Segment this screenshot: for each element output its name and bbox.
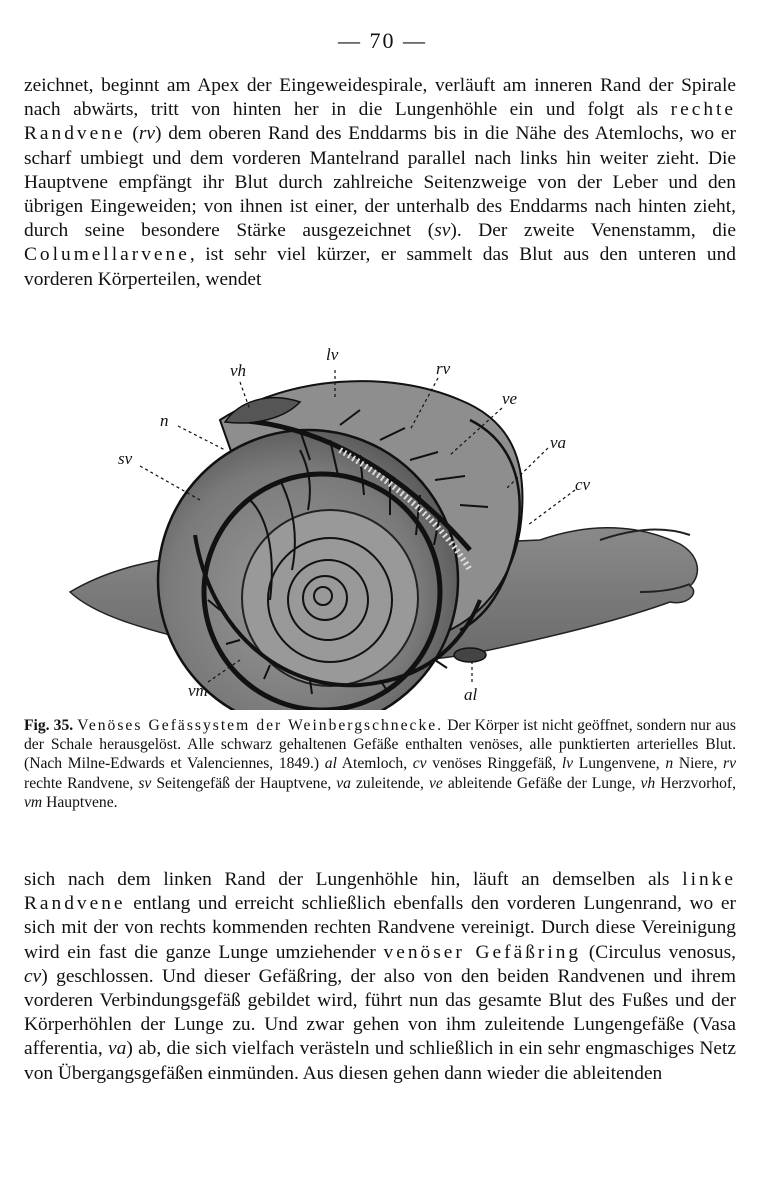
text-segment: ) geschlossen. Und dieser Gefäßring, der also von den beiden Randvenen und ihrem vorderen Verbindungsgefäß gebildet wird, führt nun das gesamte Blut des Fußes und der Körperhöhlen der Lunge zu. Und zwar gehen von ihm zuleitende Lungengefäße (Vasa afferentia, xyxy=(24,965,736,1060)
term-gefaessring: venöser Gefäßring xyxy=(383,941,582,963)
caption-abbr: sv xyxy=(138,774,152,792)
bottom-paragraph xyxy=(24,868,736,1086)
caption-def: Hauptvene. xyxy=(46,793,118,811)
text-segment: , ist sehr viel kürzer, er sammelt das Blut aus den unteren und vorderen Körperteilen, wendet xyxy=(24,244,736,290)
leader-n xyxy=(178,426,225,450)
label-cv: cv xyxy=(575,475,591,494)
snail-venous-system-figure xyxy=(40,330,720,710)
text-segment: (Circulus venosus, xyxy=(588,941,736,963)
label-va: va xyxy=(550,433,567,452)
caption-figure-number: Fig. 35. xyxy=(24,717,74,734)
caption-abbr: lv xyxy=(561,755,574,773)
caption-abbr: al xyxy=(324,755,337,773)
abbr-va: va xyxy=(108,1038,127,1060)
term-columellarvene: Columellarvene xyxy=(24,244,190,266)
caption-def: rechte Randvene, xyxy=(24,774,134,792)
caption-def: Lungenvene, xyxy=(578,755,660,773)
label-vh: vh xyxy=(230,361,247,380)
caption-def: Seitengefäß der Hauptvene, xyxy=(156,774,332,792)
abbr-sv: sv xyxy=(434,220,451,242)
label-vm: vm xyxy=(188,681,208,700)
text-segment: ) dem oberen Rand des Enddarms bis in die Nähe des Atemlochs, wo er scharf umbiegt und dem vorderen Mantelrand parallel nach links hin weiter zieht. Die Hauptvene empfängt ihr Blut durch zahlreiche Seitenzweige von der Leber und den übrigen Eingeweiden; von ihnen ist einer, der unterhalb des Enddarms nach hinten zieht, durch seine besondere Stärke ausgezeichnet ( xyxy=(24,123,736,242)
caption-abbr: cv xyxy=(412,755,427,773)
text-segment: sich nach dem linken Rand der Lungenhöhle hin, läuft an demselben als xyxy=(24,869,670,890)
figure-caption xyxy=(24,716,736,812)
caption-text: Der Körper ist nicht geöffnet, sondern nur aus der Schale herausgelöst. Alle schwarz gehaltenen Gefäße enthalten venöses, alle punktierten arterielles Blut. (Nach Milne-Edwards et Valenciennes, 1849.) xyxy=(24,717,736,773)
text-segment: ( xyxy=(132,123,139,145)
caption-abbr: rv xyxy=(723,755,736,773)
text-segment: zeichnet, beginnt am Apex der Eingeweidespirale, verläuft am inneren Rand der Spirale nach abwärts, tritt von hinten her in die Lungenhöhle ein und folgt als xyxy=(24,75,736,121)
term-rechte-randvene: rechte Randvene xyxy=(24,99,737,145)
text-segment: entlang und erreicht schließlich ebenfalls den vorderen Lungenrand, wo er sich mit der von rechts kommenden rechten Randvene vereinigt. Durch diese Vereinigung wird ein fast die ganze Lunge umziehender xyxy=(24,893,736,963)
caption-abbr: ve xyxy=(428,774,443,792)
label-lv: lv xyxy=(326,345,339,364)
leader-cv xyxy=(528,490,575,525)
label-n: n xyxy=(160,411,169,430)
text-segment: ) ab, die sich vielfach verästeln und schließlich in ein sehr engmaschiges Netz von Übergangsgefäßen einmünden. Aus diesen gehen dann wieder die ableitenden xyxy=(24,1038,736,1084)
label-al: al xyxy=(464,685,478,704)
caption-def: zuleitende, xyxy=(355,774,424,792)
page-number: — 70 — xyxy=(338,28,427,53)
label-sv: sv xyxy=(118,449,133,468)
top-paragraph xyxy=(24,74,736,292)
label-ve: ve xyxy=(502,389,518,408)
abbr-rv: rv xyxy=(138,123,155,145)
caption-def: Niere, xyxy=(678,755,718,773)
caption-abbr: vh xyxy=(640,774,656,792)
text-segment: ). Der zweite Venenstamm, die xyxy=(450,220,736,242)
respiratory-opening xyxy=(454,648,486,662)
abbr-cv: cv xyxy=(24,965,42,987)
caption-abbr: n xyxy=(665,755,674,773)
caption-def: venöses Ringgefäß, xyxy=(432,755,557,773)
label-rv: rv xyxy=(436,359,451,378)
term-linke-randvene: linke Randvene xyxy=(24,869,736,915)
caption-def: Atemloch, xyxy=(341,755,408,773)
caption-def: ableitende Gefäße der Lunge, xyxy=(447,774,636,792)
caption-abbr: va xyxy=(336,774,351,792)
caption-def: Herzvorhof, xyxy=(660,774,737,792)
caption-abbr: vm xyxy=(24,793,43,811)
caption-title: Venöses Gefässystem der Weinbergschnecke. xyxy=(77,717,444,734)
